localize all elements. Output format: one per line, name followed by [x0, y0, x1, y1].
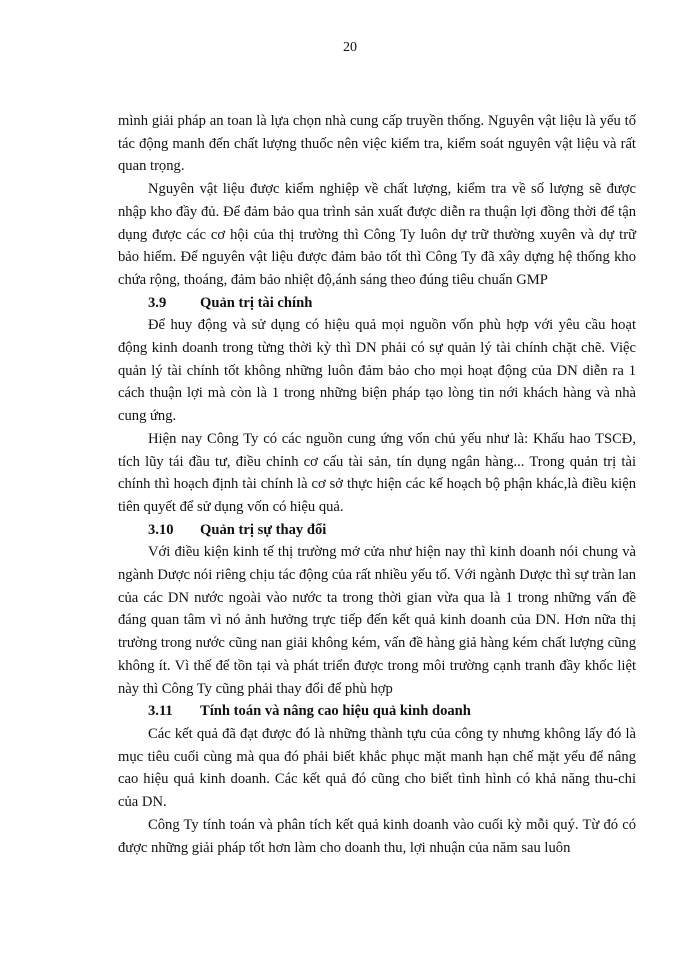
section-title: Quản trị sự thay đổi [200, 521, 327, 538]
section-title: Tính toán và nâng cao hiệu quả kinh doanh [200, 703, 471, 720]
paragraph: Với điều kiện kinh tế thị trường mở cửa như hiện nay thì kinh doanh nói chung và ngành Dược nói riêng chịu tác động của rất nhiều yếu tố. Với ngành Dược thì sự tràn lan của các DN nước ngoài vào nước ta trong thời gian vừa qua là 1 trong những vấn đề đáng quan tâm vì nó ảnh hưởng trực tiếp đến kết quả kinh doanh của DN. Hơn nữa thị trường trong nước cũng nan giải không kém, vấn đề hàng giả hàng kém chất lượng cũng không ít. Vì thế để tồn tại và phát triển được trong môi trường cạnh tranh đầy khốc liệt này thì Công Ty cũng phải thay đổi để phù hợp [118, 544, 636, 697]
paragraph: Các kết quả đã đạt được đó là những thành tựu của công ty nhưng không lấy đó là mục tiêu cuối cùng mà qua đó phải biết khắc phục mặt manh hạn chế mặt yếu để nâng cao hiệu quả kinh doanh. Các kết quả đó cũng cho biết tình hình có khả năng thu-chi của DN. [118, 725, 636, 811]
paragraph: Công Ty tính toán và phân tích kết quả kinh doanh vào cuối kỳ mỗi quý. Từ đó có được những giải pháp tốt hơn làm cho doanh thu, lợi nhuận của năm sau luôn [118, 816, 636, 856]
section-number: 3.9 [148, 294, 167, 311]
section-title: Quản trị tài chính [200, 294, 313, 311]
paragraph: Nguyên vật liệu được kiểm nghiệp về chất lượng, kiểm tra về số lượng sẽ được nhập kho đầy đủ. Để đảm bảo qua trình sản xuất được diễn ra thuận lợi đồng thời để tận dụng được các cơ hội của thị trường thì Công Ty luôn dự trữ thường xuyên và dự trữ bảo hiểm. Để nguyên vật liệu được đảm bảo tốt thì Công Ty đã xây dựng hệ thống kho chứa rộng, thoáng, đảm bảo nhiệt độ,ánh sáng theo đúng tiêu chuẩn GMP [118, 181, 636, 288]
paragraph: mình giải pháp an toan là lựa chọn nhà cung cấp truyền thống. Nguyên vật liệu là yếu tố tác động manh đến chất lượng thuốc nên việc kiểm tra, kiểm soát nguyên vật liệu và rất quan trọng. [118, 113, 636, 175]
section-heading-3-10 [118, 519, 636, 542]
section-number: 3.11 [148, 703, 173, 720]
page-content [118, 110, 636, 859]
section-heading-3-9 [118, 292, 636, 315]
section-number: 3.10 [148, 521, 174, 538]
section-heading-3-11 [118, 700, 636, 723]
page-number: 20 [343, 40, 357, 55]
paragraph: Hiện nay Công Ty có các nguồn cung ứng vốn chủ yếu như là: Khấu hao TSCĐ, tích lũy tái đầu tư, điều chỉnh cơ cấu tài sản, tín dụng ngân hàng... Trong quản trị tài chính thì hoạch định tài chính là cơ sở thực hiện các kế hoạch bộ phận khác,là điều kiện tiên quyết để sử dụng vốn có hiệu quả. [118, 430, 636, 515]
paragraph: Để huy động và sử dụng có hiệu quả mọi nguồn vốn phù hợp với yêu cầu hoạt động kinh doanh trong từng thời kỳ thì DN phải có sự quản lý tài chính chặt chẽ. Việc quản lý tài chính tốt không những luôn đảm bảo cho mọi hoạt động của DN diễn ra 1 cách thuận lợi mà còn là 1 trong những biện pháp tạo lòng tin nới khách hàng và nhà cung ứng. [118, 317, 636, 425]
